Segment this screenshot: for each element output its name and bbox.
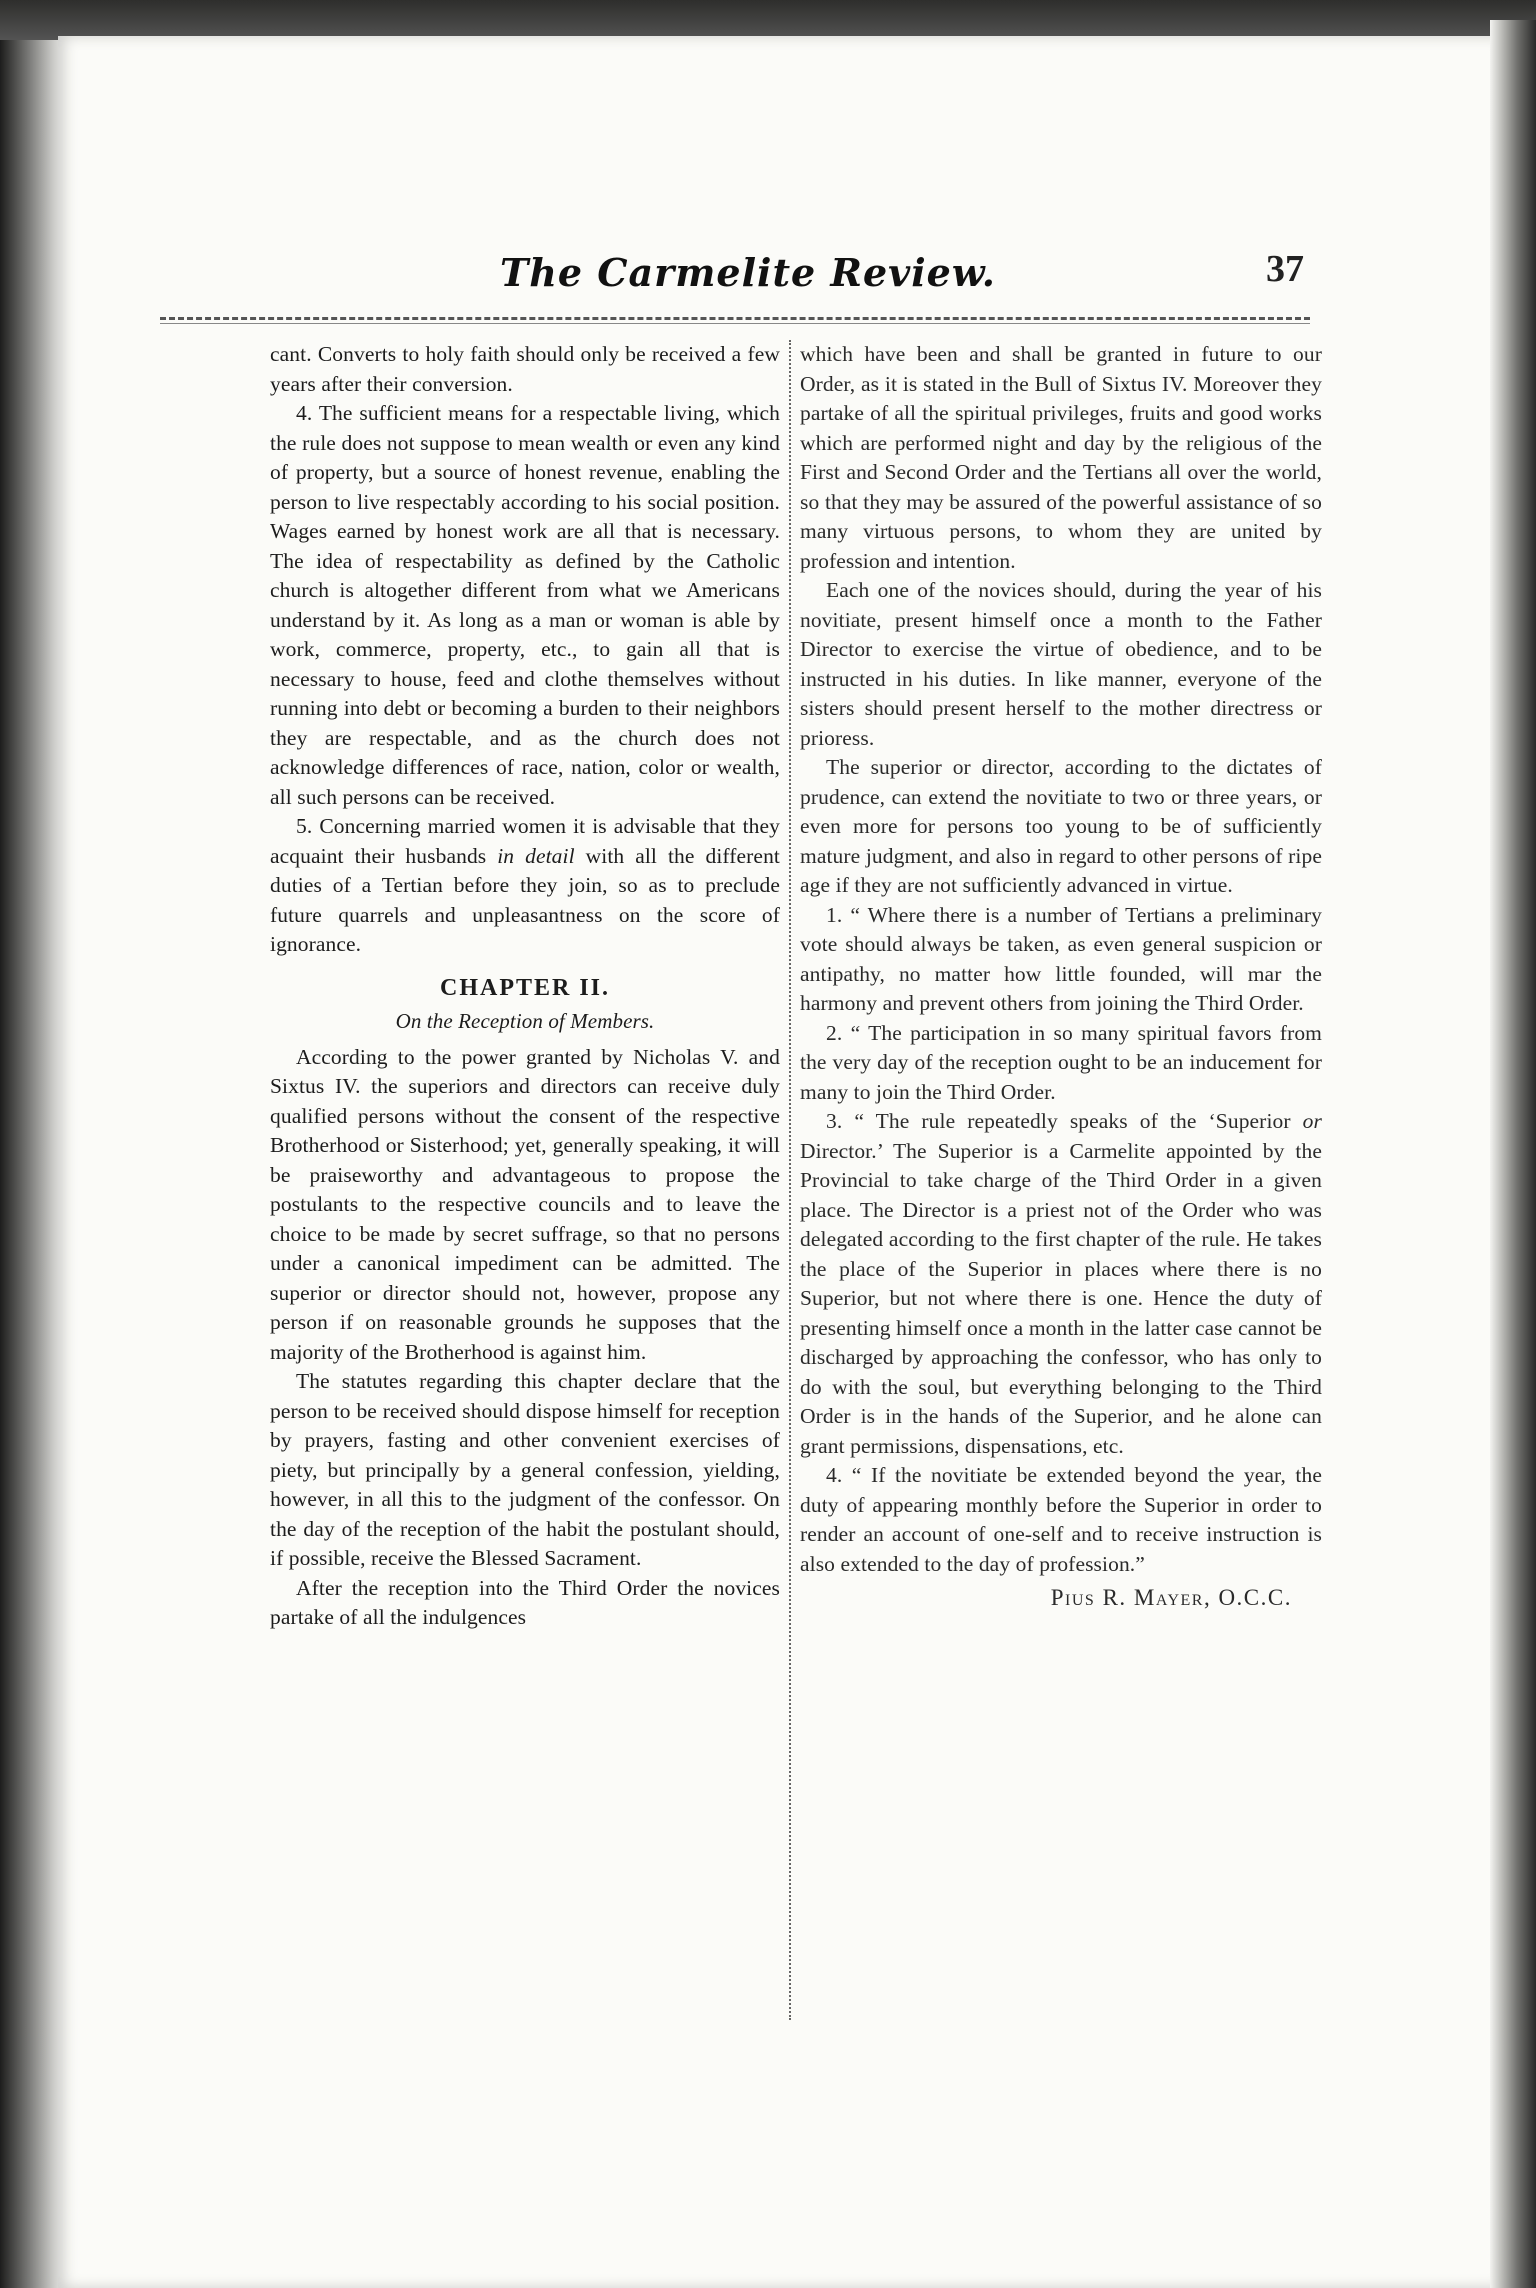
paragraph bbox=[270, 812, 780, 960]
paragraph-text: Director.’ The Superior is a Carmelite appointed by the Provincial to take charge of the Third Order in a given place. The Director is a priest not of the Order who was delegated according to the first chapter of the rule. He takes the place of the Superior in places where there is no Superior, but not where there is one. Hence the duty of presenting himself once a month in the latter case cannot be discharged by approaching the confessor, who has only to do with the soul, but everything belonging to the Third Order is in the hands of the Superior, and he alone can grant permissions, dispensations, etc. bbox=[800, 1138, 1322, 1458]
right-column bbox=[800, 340, 1322, 1613]
paragraph: 4. “ If the novitiate be extended beyond the year, the duty of appearing monthly before the Superior in order to render an account of one-self and to receive instruction is also extended to the day of profession.” bbox=[800, 1463, 1322, 1576]
paragraph: According to the power granted by Nicholas V. and Sixtus IV. the superiors and directors can receive duly qualified persons without the consent of the respective Brotherhood or Sisterhood; yet, generally speaking, it will be praiseworthy and advantageous to propose the postulants to the respective councils and to leave the choice to be made by secret suffrage, so that no persons under a canonical impediment can be admitted. The superior or director should not, however, propose any person if on reasonable grounds he supposes that the majority of the Brotherhood is against him. bbox=[270, 1044, 780, 1364]
paragraph: The superior or director, according to the dictates of prudence, can extend the novitiate to two or three years, or even more for persons too young to be of sufficiently mature judgment, and also in regard to other persons of ripe age if they are not sufficiently advanced in virtue. bbox=[800, 755, 1322, 897]
chapter-subtitle: On the Reception of Members. bbox=[395, 1009, 655, 1033]
paragraph: 2. “ The participation in so many spiritual favors from the very day of the reception ought to be an inducement for many to join the Third Order. bbox=[800, 1020, 1322, 1104]
paragraph bbox=[800, 1107, 1322, 1461]
paragraph: After the reception into the Third Order the novices partake of all the indulgences bbox=[270, 1575, 780, 1629]
paragraph: cant. Converts to holy faith should only be received a few years after their conversion. bbox=[270, 342, 780, 396]
paragraph: 4. The sufficient means for a respectable living, which the rule does not suppose to mean wealth or even any kind of property, but a source of honest revenue, enabling the person to live respectably according to his social position. Wages earned by honest work are all that is necessary. The idea of respectability as defined by the Catholic church is altogether different from what we Americans understand by it. As long as a man or woman is able by work, commerce, property, etc., to gain all that is necessary to house, feed and clothe themselves without running into debt or becoming a burden to their neighbors they are respectable, and as the church does not acknowledge differences of race, nation, color or wealth, all such persons can be received. bbox=[270, 401, 780, 809]
page-edge-shadow bbox=[1490, 20, 1536, 2288]
chapter-heading: CHAPTER II. bbox=[439, 974, 611, 1001]
paragraph: 1. “ Where there is a number of Tertians a preliminary vote should always be taken, as even general suspicion or antipathy, no matter how little founded, will mar the harmony and prevent others from joining the Third Order. bbox=[800, 902, 1322, 1015]
paragraph-text: with all the different duties of a Tertian before they join, so as to preclude future quarrels and unpleasantness on the score of ignorance. bbox=[270, 843, 780, 956]
paragraph: Each one of the novices should, during the year of his novitiate, present himself once a month to the Father Director to exercise the virtue of obedience, and to be instructed in his duties. In like manner, everyone of the sisters should present herself to the mother directress or prioress. bbox=[800, 578, 1322, 750]
column-divider bbox=[789, 340, 791, 2020]
paragraph: The statutes regarding this chapter declare that the person to be received should dispose himself for reception by prayers, fasting and other convenient exercises of piety, but principally by a general confession, yielding, however, in all this to the judgment of the confessor. On the day of the reception of the habit the postulant should, if possible, receive the Blessed Sacrament. bbox=[270, 1369, 780, 1570]
paragraph-text: 5. Concerning married women it is advisable that they acquaint their husbands bbox=[270, 814, 780, 868]
author-signature: Pius R. Mayer, O.C.C. bbox=[1050, 1585, 1292, 1610]
emphasis-text: in detail bbox=[497, 843, 575, 868]
running-title: The Carmelite Review. bbox=[500, 250, 996, 295]
page-header bbox=[160, 225, 1310, 305]
emphasis-text: or bbox=[1302, 1109, 1322, 1133]
paragraph-text: 3. “ The rule repeatedly speaks of the ‘Superior bbox=[826, 1109, 1303, 1133]
left-column bbox=[270, 340, 780, 1633]
header-rule bbox=[160, 317, 1310, 320]
page-number: 37 bbox=[1266, 248, 1304, 290]
header-rule-thin bbox=[160, 323, 1310, 324]
scan-left-border bbox=[0, 40, 62, 2288]
paragraph: which have been and shall be granted in future to our Order, as it is stated in the Bull of Sixtus IV. Moreover they partake of all the spiritual privileges, fruits and good works which are performed night and day by the religious of the First and Second Order and the Tertians all over the world, so that they may be assured of the powerful assistance of so many virtuous persons, to whom they are united by profession and intention. bbox=[800, 342, 1322, 573]
